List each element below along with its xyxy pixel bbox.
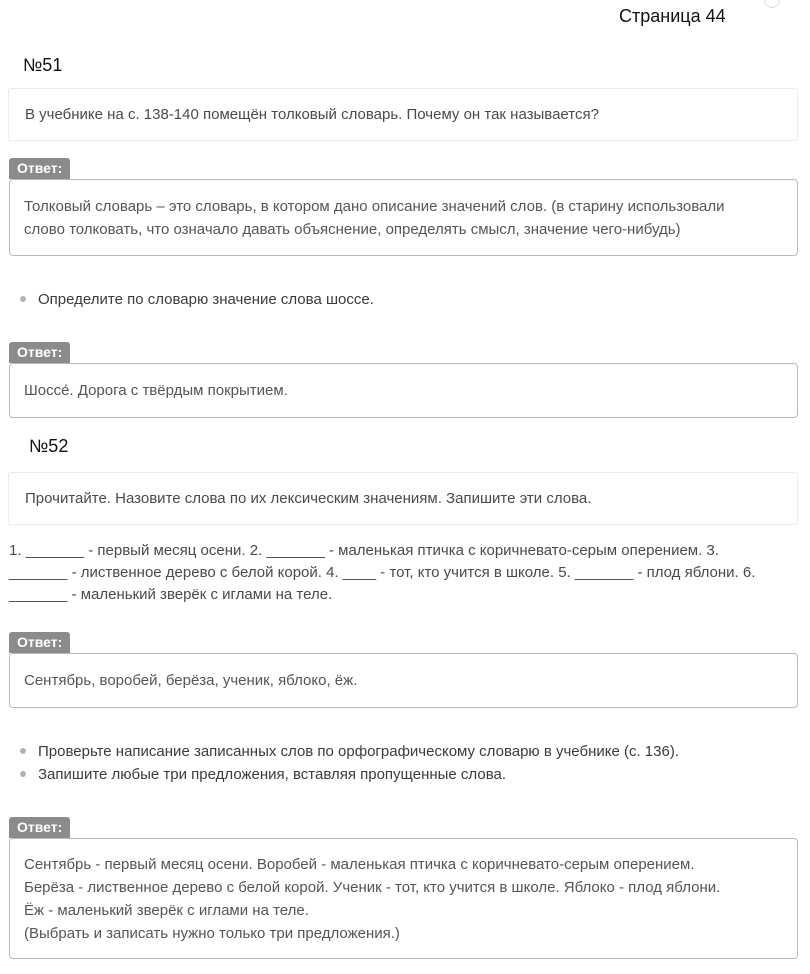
- answer-label: Ответ:: [9, 632, 70, 653]
- corner-decoration-icon: [764, 0, 780, 8]
- list-item-text: Проверьте написание записанных слов по орфографическому словарю в учебнике (с. 136).: [38, 742, 679, 760]
- answer-line: Шоссе́. Дорога с твёрдым покрытием.: [24, 382, 288, 399]
- list-item-text: Запишите любые три предложения, вставляя пропущенные слова.: [38, 765, 507, 783]
- exercise-line: 1. _______ - первый месяц осени. 2. _______ - маленькая птичка с коричневато-серым оперением. 3.: [9, 542, 719, 559]
- exercise-text: [9, 540, 799, 606]
- answer-box-51-2: [9, 363, 798, 418]
- list-item: [20, 289, 374, 309]
- answer-line: Ёж - маленький зверёк с иглами на теле.: [24, 901, 309, 919]
- answer-label: Ответ:: [9, 158, 70, 179]
- answer-line: Сентябрь - первый месяц осени. Воробей - маленькая птичка с коричневато-серым оперением.: [24, 855, 695, 873]
- answer-label: Ответ:: [9, 342, 70, 363]
- list-item: [20, 764, 506, 784]
- task-number-52: №52: [29, 436, 69, 456]
- bullet-icon: [20, 748, 26, 754]
- answer-line: слово толковать, что означало давать объяснение, определять смысл, значение чего-нибудь): [24, 220, 681, 238]
- exercise-line: _______ - лиственное дерево с белой корой. 4. ____ - тот, кто учится в школе. 5. _______ - плод яблони. 6.: [9, 564, 756, 581]
- list-item-text: Определите по словарю значение слова шоссе.: [38, 290, 374, 308]
- answer-line: Берёза - лиственное дерево с белой корой. Ученик - тот, кто учится в школе. Яблоко - плод яблони.: [24, 878, 721, 896]
- answer-line: (Выбрать и записать нужно только три предложения.): [24, 924, 400, 942]
- question-52-text: Прочитайте. Назовите слова по их лексическим значениям. Запишите эти слова.: [25, 490, 592, 507]
- bullet-icon: [20, 296, 26, 302]
- question-51-text: В учебнике на с. 138-140 помещён толковый словарь. Почему он так называется?: [25, 106, 599, 123]
- question-51: [8, 88, 798, 141]
- exercise-line: _______ - маленький зверёк с иглами на теле.: [9, 586, 333, 603]
- page-number: Страница 44: [619, 6, 726, 26]
- answer-line: Сентябрь, воробей, берёза, ученик, яблоко, ёж.: [24, 672, 358, 689]
- bullet-icon: [20, 771, 26, 777]
- answer-box-52-2: [9, 838, 798, 959]
- answer-box-52-1: [9, 653, 798, 708]
- answer-box-51-1: [9, 179, 798, 256]
- list-item: [20, 741, 679, 761]
- question-52: [8, 472, 798, 525]
- answer-label: Ответ:: [9, 817, 70, 838]
- answer-line: Толковый словарь – это словарь, в котором дано описание значений слов. (в старину использовали: [24, 197, 725, 215]
- task-number-51: №51: [23, 55, 63, 75]
